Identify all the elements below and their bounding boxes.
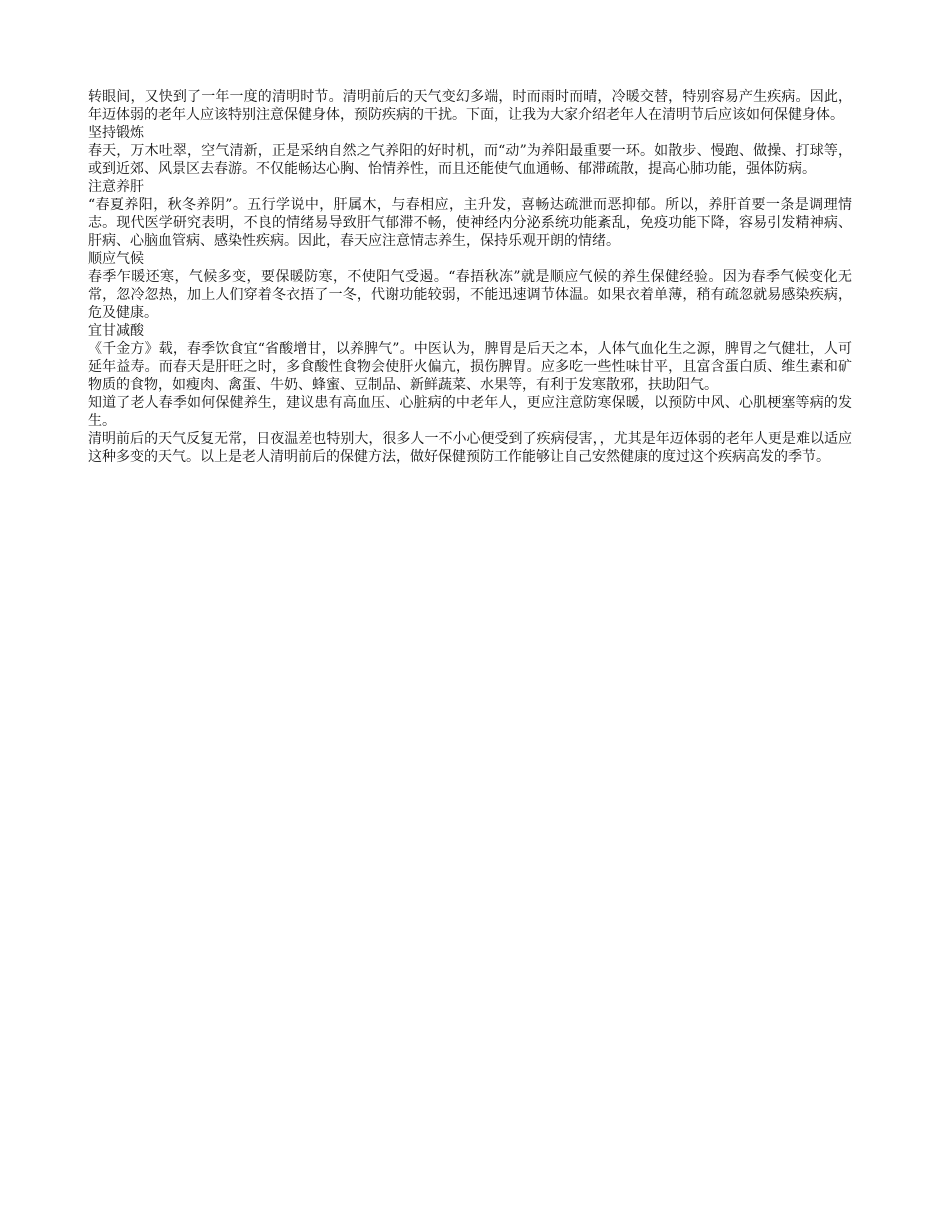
section-body-liver: “春夏养阳，秋冬养阴”。五行学说中，肝属木，与春相应，主升发，喜畅达疏泄而恶抑郁。所以，养肝首要一条是调理情志。现代医学研究表明，不良的情绪易导致肝气郁滞不畅，使神经内分泌系统功能紊乱，免疫功能下降，容易引发精神病、肝病、心脑血管病、感染性疾病。因此，春天应注意情志养生，保持乐观开朗的情绪。 (88, 197, 852, 249)
section-body-climate: 春季乍暖还寒，气候多变，要保暖防寒，不使阳气受遏。“春捂秋冻”就是顺应气候的养生保健经验。因为春季气候变化无常，忽冷忽热，加上人们穿着冬衣捂了一冬，代谢功能较弱，不能迅速调节体温。如果衣着单薄，稍有疏忽就易感染疾病，危及健康。 (88, 269, 852, 321)
section-body-exercise: 春天，万木吐翠，空气清新，正是采纳自然之气养阳的好时机，而“动”为养阳最重要一环。如散步、慢跑、做操、打球等，或到近郊、风景区去春游。不仅能畅达心胸、怡情养性，而且还能使气血通畅、郁滞疏散，提高心肺功能，强体防病。 (88, 143, 852, 177)
section-heading-climate: 顺应气候 (88, 251, 144, 267)
closing-paragraph-2: 清明前后的天气反复无常，日夜温差也特别大，很多人一不小心便受到了疾病侵害，，尤其是年迈体弱的老年人更是难以适应这种多变的天气。以上是老人清明前后的保健方法，做好保健预防工作能够让自己安然健康的度过这个疾病高发的季节。 (88, 431, 852, 465)
section-heading-liver: 注意养肝 (88, 179, 144, 195)
section-heading-exercise: 坚持锻炼 (88, 125, 144, 141)
section-body-diet: 《千金方》载，春季饮食宜“省酸增甘，以养脾气”。中医认为，脾胃是后天之本，人体气血化生之源，脾胃之气健壮，人可延年益寿。而春天是肝旺之时，多食酸性食物会使肝火偏亢，损伤脾胃。应多吃一些性味甘平，且富含蛋白质、维生素和矿物质的食物，如瘦肉、禽蛋、牛奶、蜂蜜、豆制品、新鲜蔬菜、水果等，有利于发寒散邪，扶助阳气。 (88, 341, 852, 393)
section-heading-diet: 宜甘减酸 (88, 323, 144, 339)
closing-paragraph-1: 知道了老人春季如何保健养生，建议患有高血压、心脏病的中老年人，更应注意防寒保暖，以预防中风、心肌梗塞等病的发生。 (88, 395, 852, 429)
intro-paragraph: 转眼间，又快到了一年一度的清明时节。清明前后的天气变幻多端，时而雨时而晴，冷暖交替，特别容易产生疾病。因此，年迈体弱的老年人应该特别注意保健身体，预防疾病的干扰。下面，让我为大家介绍老年人在清明节后应该如何保健身体。 (88, 89, 852, 123)
document-body (88, 88, 852, 466)
